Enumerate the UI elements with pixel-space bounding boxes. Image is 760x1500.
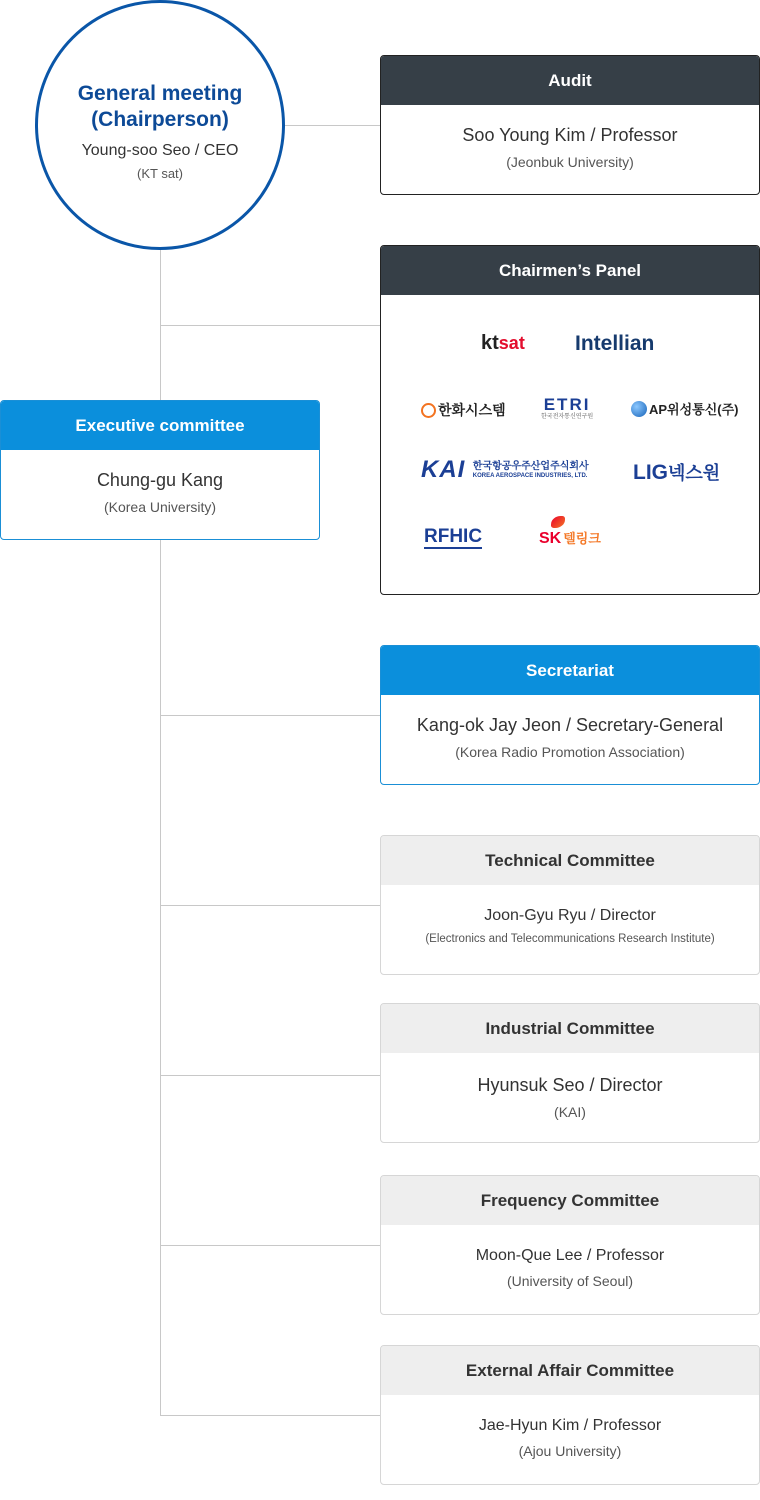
secretariat-name: Kang-ok Jay Jeon / Secretary-General — [416, 715, 724, 735]
executive-committee-box — [0, 400, 320, 540]
audit-org: (Jeonbuk University) — [506, 154, 634, 170]
audit-header: Audit — [381, 56, 759, 105]
secretariat-header: Secretariat — [381, 646, 759, 695]
chairmens-panel-header: Chairmen’s Panel — [381, 246, 759, 295]
hanwha-mark-icon — [421, 403, 436, 418]
technical-committee-box — [380, 835, 760, 975]
intellian-logo: Intellian — [575, 332, 655, 355]
connector-frequency — [160, 1245, 380, 1246]
kai-logo: KAI 한국항공우주산업주식회사 KOREA AEROSPACE INDUSTRIES, LTD. — [421, 456, 589, 483]
external-affair-committee-header: External Affair Committee — [381, 1346, 759, 1395]
lig-nex1-logo: LIG넥스원 — [633, 461, 721, 484]
industrial-committee-box — [380, 1003, 760, 1143]
ktsat-logo: ktsat — [481, 332, 525, 354]
secretariat-box — [380, 645, 760, 785]
frequency-committee-name: Moon-Que Lee / Professor — [475, 1247, 665, 1264]
frequency-committee-box — [380, 1175, 760, 1315]
industrial-committee-header: Industrial Committee — [381, 1004, 759, 1053]
connector-industrial — [160, 1075, 380, 1076]
hanwha-logo: 한화시스템 — [421, 400, 506, 420]
frequency-committee-org: (University of Seoul) — [506, 1273, 634, 1289]
executive-committee-name: Chung-gu Kang — [96, 470, 224, 490]
connector-secretariat — [160, 715, 380, 716]
connector-audit — [280, 125, 380, 126]
rfhic-logo: RFHIC — [424, 526, 483, 547]
general-meeting-title: General meeting (Chairperson) — [77, 82, 243, 131]
audit-name: Soo Young Kim / Professor — [462, 125, 678, 145]
general-meeting-org: (KT sat) — [137, 166, 183, 181]
etri-logo: ETRI 한국전자통신연구원 — [541, 395, 594, 420]
external-affair-committee-org: (Ajou University) — [518, 1443, 622, 1459]
connector-external — [160, 1415, 380, 1416]
chairmens-panel-box — [380, 245, 760, 595]
industrial-committee-name: Hyunsuk Seo / Director — [477, 1075, 663, 1095]
audit-box — [380, 55, 760, 195]
general-meeting-node — [35, 0, 285, 250]
ap-satellite-logo: AP위성통신(주) — [631, 399, 739, 418]
technical-committee-name: Joon-Gyu Ryu / Director — [484, 907, 656, 924]
executive-committee-header: Executive committee — [1, 401, 319, 450]
executive-committee-org: (Korea University) — [103, 499, 217, 515]
sk-telink-logo: SK 텔링크 — [539, 516, 601, 548]
external-affair-committee-name: Jae-Hyun Kim / Professor — [478, 1417, 662, 1434]
industrial-committee-org: (KAI) — [554, 1104, 586, 1120]
secretariat-org: (Korea Radio Promotion Association) — [455, 744, 685, 760]
connector-technical — [160, 905, 380, 906]
technical-committee-header: Technical Committee — [381, 836, 759, 885]
external-affair-committee-box — [380, 1345, 760, 1485]
connector-chairmens-panel — [160, 325, 380, 326]
general-meeting-name: Young-soo Seo / CEO — [81, 142, 239, 159]
frequency-committee-header: Frequency Committee — [381, 1176, 759, 1225]
ap-globe-icon — [631, 401, 647, 417]
technical-committee-org: (Electronics and Telecommunications Research Institute) — [425, 933, 715, 945]
